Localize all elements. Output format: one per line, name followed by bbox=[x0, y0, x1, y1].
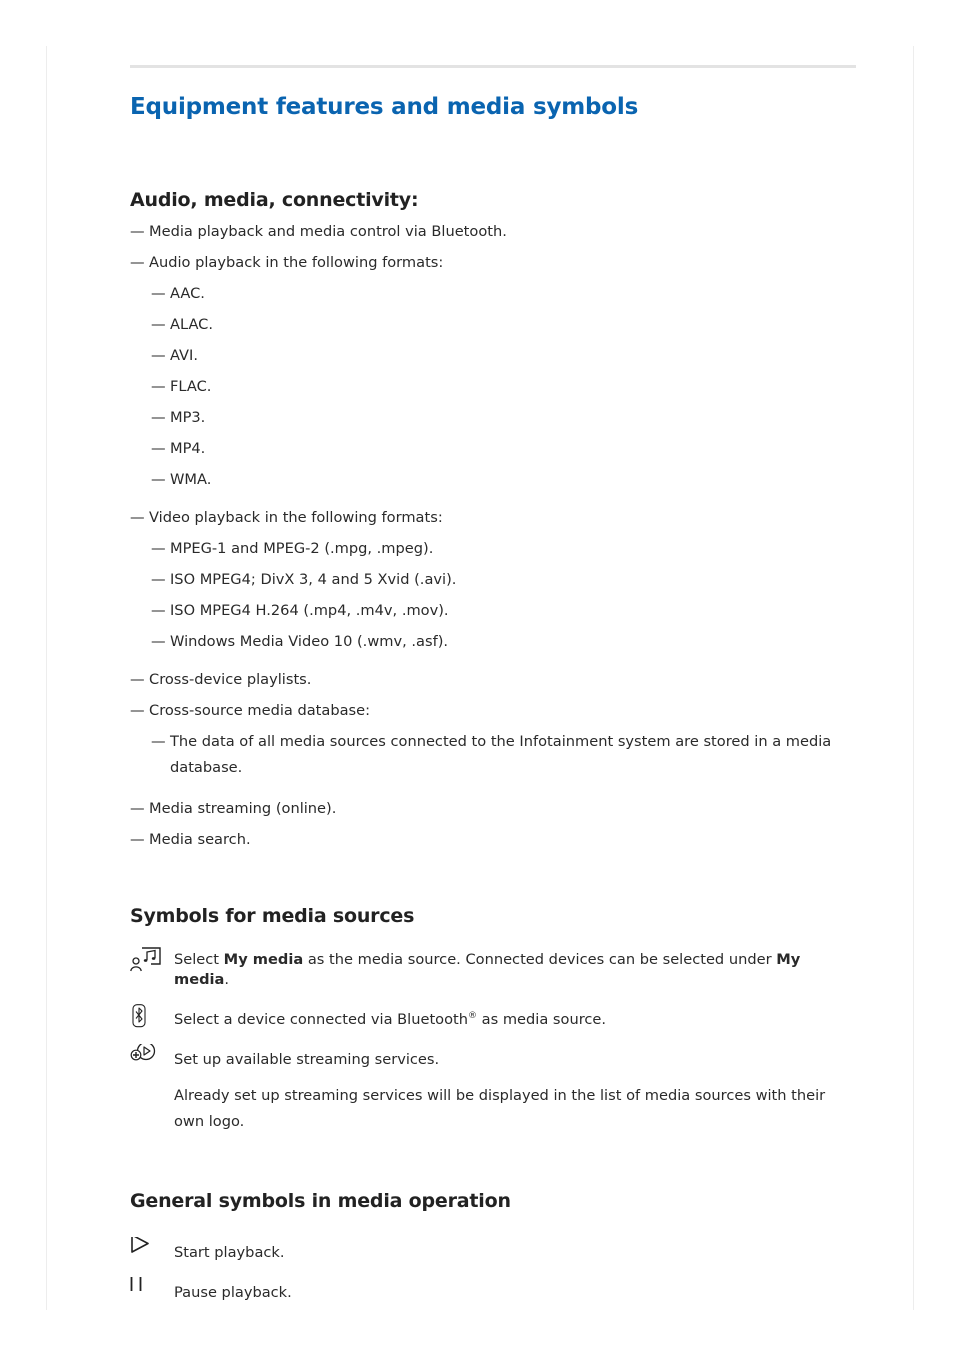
list-item: — Cross-device playlists. bbox=[130, 670, 856, 690]
my-media-text-middle: as the media source. Connected devices can be selected under bbox=[303, 951, 777, 968]
audio-format-item: — WMA. bbox=[151, 470, 856, 490]
my-media-label: My media bbox=[223, 951, 304, 968]
my-media-text-before: Select bbox=[174, 951, 224, 968]
streaming-text-2: Already set up streaming services will be displayed in the list of media sources with their own logo. bbox=[174, 1087, 826, 1130]
my-media-label-2: My media bbox=[174, 951, 801, 988]
bluetooth-icon bbox=[130, 1004, 164, 1034]
page-border-right bbox=[913, 46, 914, 1310]
list-item: — Video playback in the following formats: bbox=[130, 508, 856, 528]
video-format-item: — ISO MPEG4; DivX 3, 4 and 5 Xvid (.avi). bbox=[151, 570, 856, 590]
pause-text: Pause playback. bbox=[174, 1284, 292, 1301]
streaming-text: Set up available streaming services. bbox=[174, 1051, 440, 1068]
list-item: — Cross-source media database: bbox=[130, 701, 856, 721]
bluetooth-row bbox=[130, 1010, 856, 1030]
pause-row bbox=[130, 1283, 856, 1303]
page-title: Equipment features and media symbols bbox=[130, 94, 639, 120]
database-note: — The data of all media sources connected to the Infotainment system are stored in a media database. bbox=[151, 729, 856, 781]
audio-format-item: — ALAC. bbox=[151, 315, 856, 335]
pause-icon bbox=[130, 1277, 164, 1307]
audio-format-item: — MP3. bbox=[151, 408, 856, 428]
list-item: — Media streaming (online). bbox=[130, 799, 856, 819]
my-media-row bbox=[130, 950, 856, 990]
video-format-item: — Windows Media Video 10 (.wmv, .asf). bbox=[151, 632, 856, 652]
audio-format-item: — FLAC. bbox=[151, 377, 856, 397]
video-format-item: — ISO MPEG4 H.264 (.mp4, .m4v, .mov). bbox=[151, 601, 856, 621]
audio-section-heading: Audio, media, connectivity: bbox=[130, 189, 419, 211]
general-section-heading: General symbols in media operation bbox=[130, 1190, 511, 1212]
database-sublist bbox=[151, 729, 856, 781]
list-item: — Audio playback in the following formats: bbox=[130, 253, 856, 273]
registered-mark: ® bbox=[468, 1011, 477, 1022]
video-format-item: — MPEG-1 and MPEG-2 (.mpg, .mpeg). bbox=[151, 539, 856, 559]
streaming-icon bbox=[130, 1044, 164, 1074]
play-row bbox=[130, 1243, 856, 1263]
list-item: — Media search. bbox=[130, 830, 856, 850]
page-content bbox=[130, 90, 856, 1303]
video-formats-list bbox=[151, 539, 856, 652]
list-item: — Media playback and media control via Bluetooth. bbox=[130, 222, 856, 242]
audio-format-item: — AVI. bbox=[151, 346, 856, 366]
play-text: Start playback. bbox=[174, 1244, 285, 1261]
streaming-row bbox=[130, 1050, 856, 1135]
bluetooth-text: Select a device connected via Bluetooth bbox=[174, 1011, 468, 1028]
play-icon bbox=[130, 1237, 164, 1267]
header-rule bbox=[130, 65, 856, 68]
audio-format-item: — MP4. bbox=[151, 439, 856, 459]
bluetooth-text-after: as media source. bbox=[477, 1011, 607, 1028]
audio-format-item: — AAC. bbox=[151, 284, 856, 304]
page-border-left bbox=[46, 46, 47, 1310]
my-media-text-after: . bbox=[224, 971, 230, 988]
sources-section-heading: Symbols for media sources bbox=[130, 905, 415, 927]
audio-formats-list bbox=[151, 284, 856, 490]
my-media-icon bbox=[130, 944, 164, 974]
